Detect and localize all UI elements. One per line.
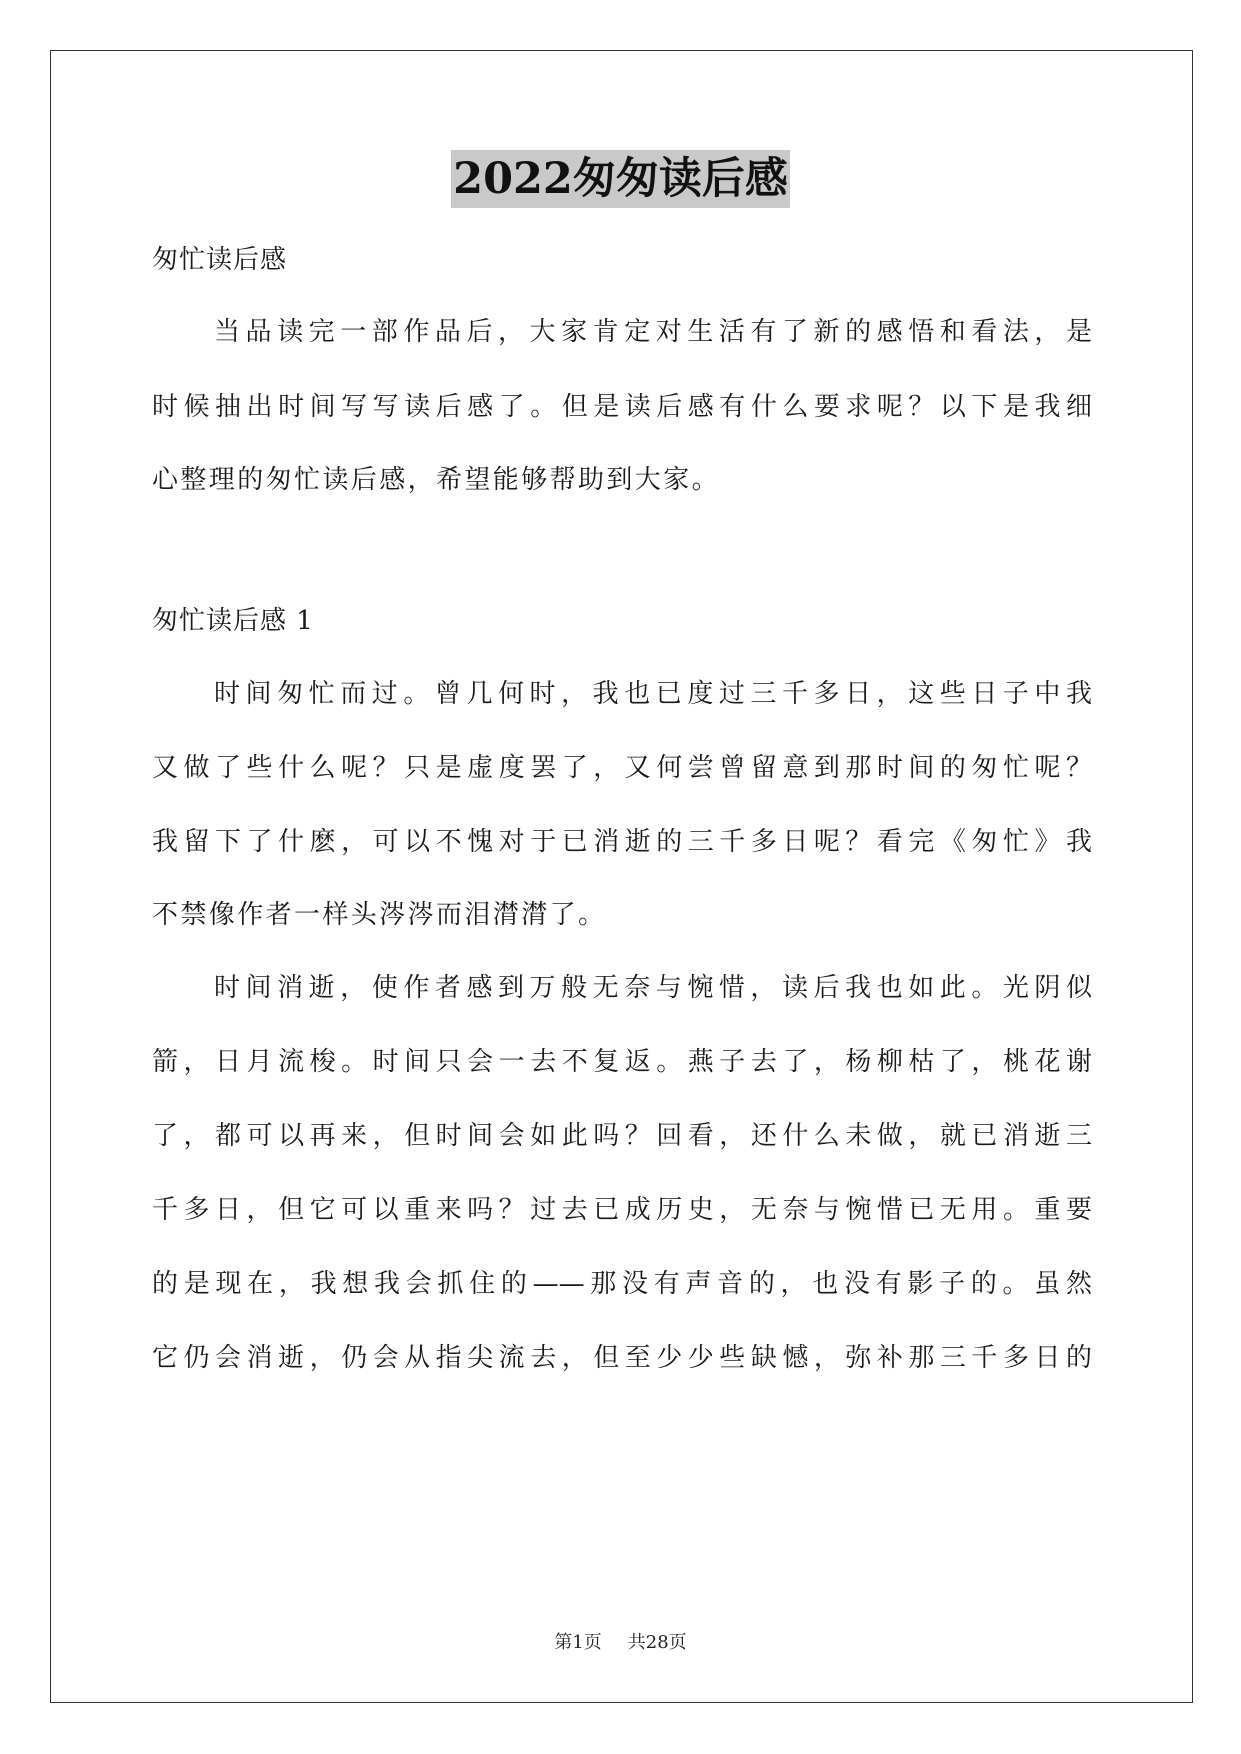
title-container xyxy=(0,150,1241,208)
intro-line-2: 时候抽出时间写写读后感了。但是读后感有什么要求呢？以下是我细 xyxy=(152,392,1092,422)
intro-line-3: 心整理的匆忙读后感，希望能够帮助到大家。 xyxy=(152,465,721,495)
para2-line-2: 箭，日月流梭。时间只会一去不复返。燕子去了，杨柳枯了，桃花谢 xyxy=(152,1047,1092,1077)
page-total: 共28页 xyxy=(627,1632,687,1653)
page-footer xyxy=(0,1631,1241,1655)
intro-heading: 匆忙读后感 xyxy=(152,245,288,275)
para1-line-1: 时间匆忙而过。曾几何时，我也已度过三千多日，这些日子中我 xyxy=(214,679,1092,709)
document-title: 2022匆匆读后感 xyxy=(451,150,790,208)
para1-line-4: 不禁像作者一样头涔涔而泪潸潸了。 xyxy=(152,900,607,930)
section-heading: 匆忙读后感 1 xyxy=(152,606,314,636)
para2-line-3: 了，都可以再来，但时间会如此吗？回看，还什么未做，就已消逝三 xyxy=(152,1121,1092,1151)
para2-line-6: 它仍会消逝，仍会从指尖流去，但至少少些缺憾，弥补那三千多日的 xyxy=(152,1343,1092,1373)
page-border xyxy=(50,50,1193,1703)
para2-line-5: 的是现在，我想我会抓住的——那没有声音的，也没有影子的。虽然 xyxy=(152,1269,1092,1299)
para2-line-1: 时间消逝，使作者感到万般无奈与惋惜，读后我也如此。光阴似 xyxy=(214,973,1092,1003)
page-number: 第1页 xyxy=(554,1632,602,1653)
intro-line-1: 当品读完一部作品后，大家肯定对生活有了新的感悟和看法，是 xyxy=(214,317,1092,347)
para2-line-4: 千多日，但它可以重来吗？过去已成历史，无奈与惋惜已无用。重要 xyxy=(152,1195,1092,1225)
para1-line-3: 我留下了什麽，可以不愧对于已消逝的三千多日呢？看完《匆忙》我 xyxy=(152,827,1092,857)
para1-line-2: 又做了些什么呢？只是虚度罢了，又何尝曾留意到那时间的匆忙呢？ xyxy=(152,753,1092,783)
